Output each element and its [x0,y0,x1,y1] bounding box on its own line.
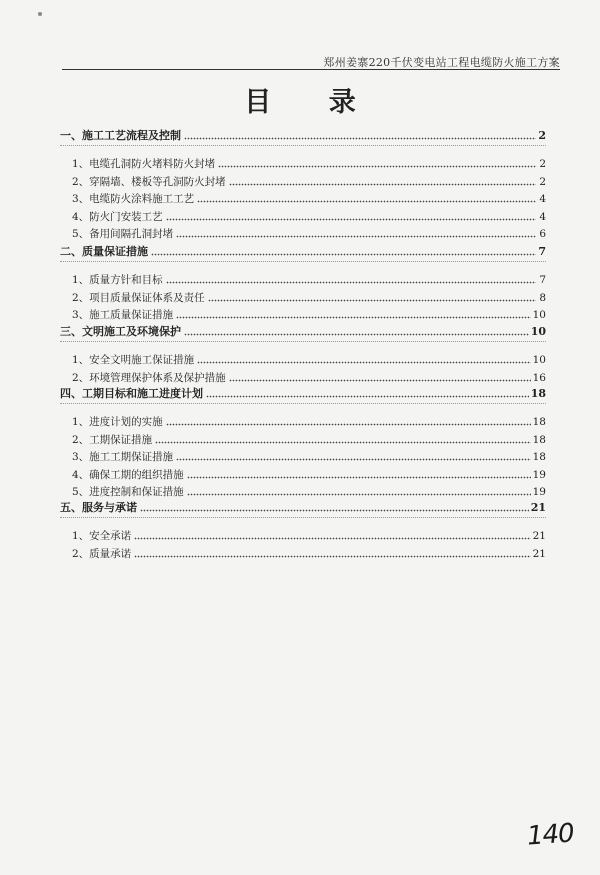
toc-item-1-3-label: 3、电缆防火涂料施工工艺 [72,193,195,206]
toc-item-2-1 [60,270,546,286]
toc-item-3-1-label: 1、安全文明施工保证措施 [72,354,195,366]
dot-leader [151,246,536,256]
toc-section-4-label: 四、工期目标和施工进度计划 [60,387,203,400]
dot-leader [187,469,531,479]
toc-section-1-label: 一、施工工艺流程及控制 [60,129,181,142]
toc-item-2-3 [60,305,546,321]
dot-leader [187,486,531,496]
toc-item-4-1-label: 1、进度计划的实施 [72,416,163,428]
toc-section-3-page-number: 10 [530,325,546,338]
toc-item-1-5 [60,224,546,240]
dot-leader [134,530,530,540]
toc-item-4-3-label: 3、施工工期保证措施 [72,451,174,464]
toc-section-1 [60,126,546,142]
toc-item-3-2-page-number: 16 [532,371,546,384]
toc-item-1-5-page-number: 6 [539,228,546,241]
toc-section-5 [60,498,546,514]
dot-leader [206,388,529,398]
toc-item-1-4 [60,207,546,223]
toc-item-3-1 [60,350,546,366]
toc-item-4-1-page-number: 18 [532,416,546,428]
dot-leader [166,211,536,221]
dot-leader [218,158,536,168]
toc-section-2 [60,242,546,258]
toc-item-1-1 [60,154,546,170]
section-divider [60,517,546,518]
toc-item-2-1-label: 1、质量方针和目标 [72,274,163,286]
toc-item-3-1-page-number: 10 [532,354,546,366]
toc-section-4-page-number: 18 [530,387,546,400]
toc-item-4-5-label: 5、进度控制和保证措施 [72,486,184,499]
toc-item-1-4-page-number: 4 [539,210,546,223]
section-divider [60,403,546,404]
scan-dot [38,12,42,16]
dot-leader [176,228,536,238]
dot-leader [184,326,529,336]
toc-item-4-3-page-number: 18 [532,451,546,464]
toc-section-1-page-number: 2 [538,129,546,142]
running-header: 郑州姜寨220千伏变电站工程电缆防火施工方案 [323,56,560,69]
toc-item-2-3-label: 3、施工质量保证措施 [72,309,174,322]
toc-item-4-2-label: 2、工期保证措施 [72,433,153,446]
toc-item-5-1-page-number: 21 [532,530,546,542]
toc-section-5-label: 五、服务与承诺 [60,501,137,514]
dot-leader [140,502,529,512]
toc-section-2-label: 二、质量保证措施 [60,245,148,258]
toc-item-2-2-page-number: 8 [539,291,546,304]
toc-item-2-2 [60,288,546,304]
toc-item-4-4-label: 4、确保工期的组织措施 [72,468,184,481]
handwritten-page-number: 140 [526,818,575,852]
dot-leader [176,451,530,461]
toc-item-1-3 [60,189,546,205]
toc-item-5-2 [60,544,546,560]
toc-item-1-3-page-number: 4 [539,193,546,206]
toc-item-4-5-page-number: 19 [532,486,546,499]
toc-item-4-5 [60,482,546,498]
toc-item-4-4-page-number: 19 [532,468,546,481]
dot-leader [134,548,530,558]
dot-leader [166,274,536,284]
toc-item-5-1-label: 1、安全承诺 [72,530,132,542]
header-rule [62,69,560,70]
toc-section-2-page-number: 7 [538,245,546,258]
section-divider [60,341,546,342]
toc-item-5-2-page-number: 21 [532,547,546,560]
dot-leader [229,372,531,382]
dot-leader [197,354,530,364]
toc-item-5-2-label: 2、质量承诺 [72,547,132,560]
toc-item-2-2-label: 2、项目质量保证体系及责任 [72,291,205,304]
page-title: 目 录 [244,87,380,118]
dot-leader [208,292,536,302]
dot-leader [166,416,531,426]
toc-item-1-1-page-number: 2 [539,158,546,170]
toc-item-4-2 [60,430,546,446]
toc-item-1-4-label: 4、防火门安装工艺 [72,210,163,223]
dot-leader [229,176,536,186]
toc-item-1-2 [60,172,546,188]
toc-item-3-2-label: 2、环境管理保护体系及保护措施 [72,371,226,384]
toc-item-4-1 [60,412,546,428]
toc-item-4-2-page-number: 18 [532,433,546,446]
toc-section-5-page-number: 21 [530,501,546,514]
toc-item-4-4 [60,465,546,481]
toc-item-5-1 [60,526,546,542]
toc-item-4-3 [60,447,546,463]
dot-leader [184,130,536,140]
section-divider [60,145,546,146]
toc-item-2-1-page-number: 7 [539,274,546,286]
toc-section-4 [60,384,546,400]
toc-item-1-1-label: 1、电缆孔洞防火堵料防火封堵 [72,158,216,170]
toc-section-3 [60,322,546,338]
toc-item-1-2-label: 2、穿隔墙、楼板等孔洞防火封堵 [72,175,226,188]
dot-leader [155,434,530,444]
toc-item-3-2 [60,368,546,384]
toc-item-1-5-label: 5、备用间隔孔洞封堵 [72,228,174,241]
dot-leader [176,309,530,319]
section-divider [60,261,546,262]
dot-leader [197,193,536,203]
toc-item-1-2-page-number: 2 [539,175,546,188]
toc-section-3-label: 三、文明施工及环境保护 [60,325,181,338]
toc-item-2-3-page-number: 10 [532,309,546,322]
